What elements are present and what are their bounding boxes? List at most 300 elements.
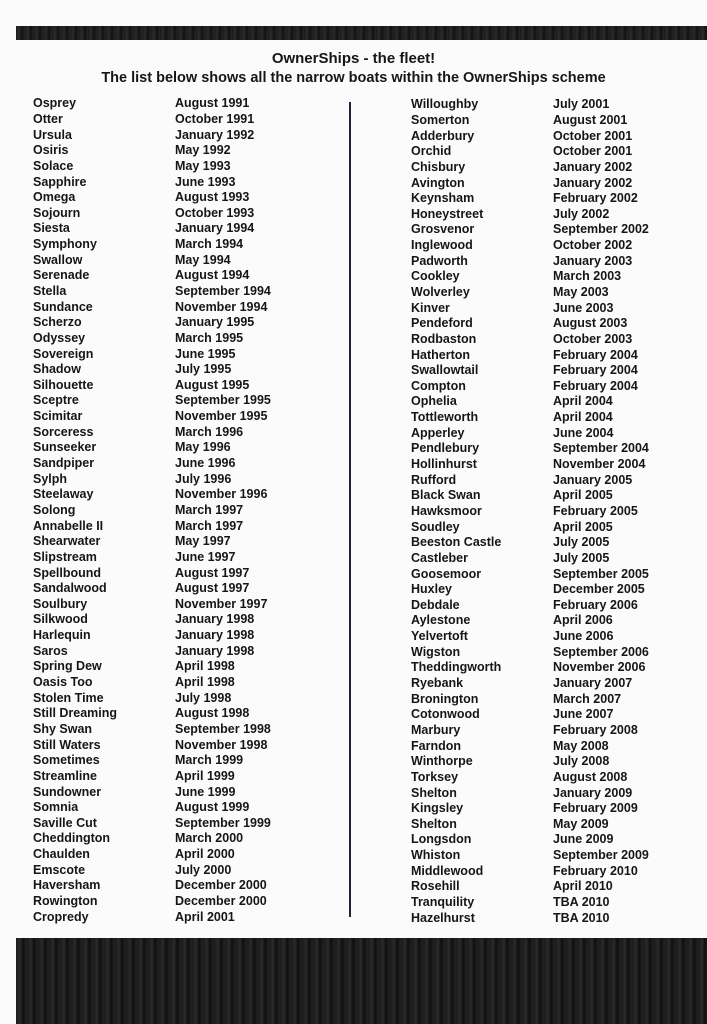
boat-date: June 1996 [175, 456, 236, 471]
page-title: OwnerShips - the fleet! [271, 50, 436, 67]
boat-date: September 2002 [553, 222, 649, 237]
boat-date: December 2005 [553, 582, 645, 597]
boat-entry [33, 597, 271, 613]
boat-date: February 2009 [553, 801, 638, 816]
boat-name: Soulbury [33, 596, 88, 611]
boat-date: October 1993 [175, 205, 255, 220]
boat-date: July 2005 [553, 535, 610, 550]
boat-name: Marbury [411, 722, 461, 737]
boat-entry [33, 753, 271, 769]
boat-name: Tottleworth [411, 410, 479, 425]
boat-name: Siesta [33, 221, 70, 236]
boat-date: June 2009 [553, 832, 614, 847]
boat-entry [411, 128, 649, 144]
boat-entry [33, 534, 271, 550]
boat-entry [33, 878, 271, 894]
boat-date: March 1999 [175, 753, 244, 768]
boat-name: Soudley [411, 519, 460, 534]
boat-date: August 1997 [175, 581, 250, 596]
boat-name: Oasis Too [33, 675, 93, 690]
boat-entry [411, 441, 649, 457]
boat-date: May 2008 [553, 738, 609, 753]
boat-entry [411, 379, 649, 395]
boat-entry [33, 643, 271, 659]
boat-name: Pendeford [411, 316, 473, 331]
boat-name: Sceptre [33, 393, 79, 408]
boat-entry [33, 784, 271, 800]
boat-date: March 1996 [175, 424, 244, 439]
boat-name: Sandalwood [33, 581, 107, 596]
boat-entry [411, 785, 649, 801]
boat-name: Sorceress [33, 424, 94, 439]
boat-entry [33, 659, 271, 675]
boat-date: September 1994 [175, 284, 271, 298]
boat-date: March 1997 [175, 502, 244, 517]
boat-entry [33, 346, 271, 362]
boat-date: August 1991 [175, 96, 250, 111]
boat-entry [33, 565, 271, 581]
boat-date: January 1992 [175, 127, 255, 142]
boat-name: Chisbury [411, 159, 466, 174]
boat-entry [33, 722, 271, 738]
boat-date: April 2010 [553, 879, 613, 894]
boat-date: May 2009 [553, 816, 609, 831]
boat-name: Silkwood [33, 612, 88, 627]
boat-date: August 1999 [175, 800, 250, 815]
boat-date: August 2001 [553, 112, 628, 127]
boat-entry [411, 629, 649, 645]
boat-entry [33, 487, 271, 503]
boat-date: June 2007 [553, 707, 614, 722]
boat-entry [411, 816, 649, 832]
boat-name: Solong [33, 502, 76, 517]
boat-name: Keynsham [411, 191, 475, 206]
boat-date: March 1997 [175, 518, 244, 533]
boat-name: Tranquility [411, 894, 475, 909]
boat-date: June 2006 [553, 629, 614, 644]
boat-date: December 2000 [175, 878, 267, 893]
boat-name: Cheddington [33, 831, 111, 846]
boat-name: Odyssey [33, 330, 86, 345]
boat-entry [411, 363, 649, 379]
boat-entry [33, 518, 271, 534]
boat-entry [411, 253, 649, 269]
boat-name: Chaulden [33, 847, 90, 862]
boat-date: November 2004 [553, 457, 646, 472]
boat-name: Rosehill [411, 879, 460, 894]
boat-name: Padworth [411, 253, 468, 268]
boat-entry [33, 409, 271, 425]
boat-entry [411, 113, 649, 129]
boat-date: May 1993 [175, 158, 231, 173]
boat-name: Apperley [411, 425, 465, 440]
boat-date: May 1996 [175, 440, 231, 455]
boat-entry [411, 519, 649, 535]
boat-date: January 2007 [553, 676, 633, 691]
boat-date: TBA 2010 [553, 894, 610, 909]
boat-date: April 1999 [175, 768, 235, 783]
boat-date: February 2005 [553, 503, 638, 518]
boat-entry [411, 910, 649, 926]
boat-date: May 1992 [175, 143, 231, 158]
boat-date: July 1998 [175, 690, 232, 705]
boat-date: February 2004 [553, 378, 638, 393]
boat-date: February 2004 [553, 363, 638, 378]
boat-date: October 1991 [175, 111, 255, 126]
boat-date: April 2004 [553, 410, 613, 425]
boat-entry [33, 159, 271, 175]
boat-date: November 1996 [175, 487, 268, 502]
boat-name: Ursula [33, 127, 72, 142]
column-divider [349, 102, 351, 917]
boat-date: February 2002 [553, 191, 638, 206]
boat-name: Theddingworth [411, 660, 502, 675]
boat-date: June 1993 [175, 174, 236, 189]
boat-date: May 1994 [175, 252, 231, 267]
boat-date: January 2002 [553, 175, 633, 190]
boat-entry [33, 909, 271, 925]
boat-date: January 2009 [553, 785, 633, 800]
boat-entry [411, 206, 649, 222]
boat-date: August 1995 [175, 377, 250, 392]
boat-date: October 2003 [553, 331, 633, 346]
boat-name: Debdale [411, 597, 460, 612]
boat-date: August 1994 [175, 268, 250, 283]
boat-name: Annabelle II [33, 518, 104, 533]
boat-date: January 1998 [175, 612, 255, 627]
boat-entry [33, 456, 271, 472]
boat-name: Symphony [33, 237, 97, 252]
boat-name: Wigston [411, 644, 461, 659]
boat-entry [411, 191, 649, 207]
boat-date: July 1996 [175, 471, 232, 486]
boat-name: Hazelhurst [411, 910, 475, 925]
boat-entry [33, 143, 271, 159]
boat-entry [33, 299, 271, 315]
boat-entry [411, 832, 649, 848]
boat-name: Somerton [411, 112, 470, 127]
boat-entry [33, 471, 271, 487]
boat-name: Cookley [411, 269, 460, 284]
boat-entry [411, 316, 649, 332]
boat-entry [411, 238, 649, 254]
boat-name: Emscote [33, 862, 86, 877]
boat-date: January 1995 [175, 315, 255, 330]
boat-entry [33, 847, 271, 863]
boat-date: November 2006 [553, 660, 646, 675]
boat-name: Grosvenor [411, 222, 475, 237]
boat-entry [411, 269, 649, 285]
boat-entry [411, 707, 649, 723]
boat-date: January 2005 [553, 472, 633, 487]
boat-date: July 2001 [553, 97, 610, 112]
boat-name: Somnia [33, 800, 79, 815]
boat-entry [411, 582, 649, 598]
boat-entry [411, 738, 649, 754]
boat-name: Longsdon [411, 832, 472, 847]
boat-entry [411, 895, 649, 911]
boat-date: May 1997 [175, 534, 231, 549]
boat-entry [33, 268, 271, 284]
boat-name: Ophelia [411, 394, 457, 409]
boat-name: Shadow [33, 362, 81, 377]
boat-name: Swallow [33, 252, 83, 267]
boat-date: February 2006 [553, 597, 638, 612]
boat-entry [411, 97, 649, 113]
boat-entry [411, 410, 649, 426]
boat-entry [33, 737, 271, 753]
boat-entry [33, 815, 271, 831]
boat-name: Rufford [411, 472, 457, 487]
boat-entry [33, 393, 271, 409]
boat-date: March 2000 [175, 831, 244, 846]
boat-name: Spring Dew [33, 659, 102, 674]
boat-name: Goosemoor [411, 566, 482, 581]
boat-entry [411, 300, 649, 316]
boat-entry [33, 831, 271, 847]
boat-date: July 2002 [553, 206, 610, 221]
boat-name: Saville Cut [33, 815, 97, 830]
boat-entry [33, 190, 271, 206]
boat-entry [411, 863, 649, 879]
boat-date: January 2002 [553, 159, 633, 174]
boat-name: Serenade [33, 268, 90, 283]
boat-name: Still Dreaming [33, 706, 118, 721]
boat-name: Osiris [33, 143, 69, 158]
boat-entry [411, 144, 649, 160]
boat-entry [411, 848, 649, 864]
boat-entry [411, 472, 649, 488]
boat-date: July 2005 [553, 550, 610, 565]
boat-entry [411, 504, 649, 520]
boat-entry [411, 332, 649, 348]
boat-date: April 2004 [553, 394, 613, 409]
boat-name: Sojourn [33, 205, 81, 220]
boat-name: Aylestone [411, 613, 471, 628]
boat-name: Adderbury [411, 128, 475, 143]
boat-date: October 2001 [553, 128, 633, 143]
boat-entry [33, 252, 271, 268]
boat-date: January 1994 [175, 221, 255, 236]
boat-entry [33, 581, 271, 597]
boat-date: April 2005 [553, 519, 613, 534]
boat-date: April 2006 [553, 613, 613, 628]
boat-date: November 1994 [175, 299, 268, 314]
boat-date: February 2010 [553, 863, 638, 878]
boat-entry [33, 96, 271, 112]
boat-date: October 2002 [553, 238, 633, 253]
boat-entry [33, 612, 271, 628]
boat-name: Wolverley [411, 285, 470, 299]
boat-entry [411, 222, 649, 238]
boat-name: Kingsley [411, 801, 464, 816]
boat-entry [411, 613, 649, 629]
boat-name: Omega [33, 190, 76, 205]
boat-name: Osprey [33, 96, 77, 111]
boat-date: December 2000 [175, 893, 267, 908]
boat-entry [411, 691, 649, 707]
boat-name: Scimitar [33, 409, 83, 424]
boat-entry [33, 550, 271, 566]
boat-entry [411, 457, 649, 473]
boat-entry [33, 769, 271, 785]
boat-name: Huxley [411, 582, 452, 597]
boat-name: Farndon [411, 738, 461, 753]
boat-entry [411, 394, 649, 410]
boat-name: Inglewood [411, 238, 473, 253]
boat-name: Shelton [411, 816, 457, 831]
boat-date: November 1998 [175, 737, 268, 752]
boat-entry [33, 378, 271, 394]
boat-name: Haversham [33, 878, 101, 893]
boat-date: February 2008 [553, 722, 638, 737]
boat-name: Cotonwood [411, 707, 480, 722]
boat-entry [411, 425, 649, 441]
boat-date: August 1993 [175, 190, 250, 205]
boat-date: May 2003 [553, 285, 609, 299]
boat-name: Rowington [33, 893, 98, 908]
boat-date: August 2003 [553, 316, 628, 331]
boat-name: Kinver [411, 300, 450, 315]
boat-name: Sometimes [33, 753, 100, 768]
boat-entry [33, 800, 271, 816]
boat-entry [33, 315, 271, 331]
boat-date: April 1998 [175, 675, 235, 690]
boat-name: Beeston Castle [411, 535, 502, 550]
boat-name: Sunseeker [33, 440, 97, 455]
boat-name: Scherzo [33, 315, 82, 330]
boat-name: Compton [411, 378, 466, 393]
boat-name: Still Waters [33, 737, 101, 752]
boat-name: Bronington [411, 691, 479, 706]
boat-date: August 2008 [553, 769, 628, 784]
boat-name: Sundance [33, 299, 93, 314]
boat-name: Willoughby [411, 97, 479, 112]
boat-name: Middlewood [411, 863, 484, 878]
boat-date: January 1998 [175, 643, 255, 658]
boat-name: Shy Swan [33, 721, 93, 736]
boat-entry [411, 676, 649, 692]
boat-date: June 2003 [553, 300, 614, 315]
boat-entry [33, 237, 271, 253]
boat-name: Sapphire [33, 174, 87, 189]
boat-date: July 2000 [175, 862, 232, 877]
boat-name: Stella [33, 284, 67, 298]
boat-name: Ryebank [411, 676, 464, 691]
boat-date: August 1998 [175, 706, 250, 721]
boat-date: July 2008 [553, 754, 610, 769]
boat-entry [33, 221, 271, 237]
boat-date: February 2004 [553, 347, 638, 362]
boat-entry [411, 801, 649, 817]
boat-entry [33, 127, 271, 143]
boat-date: April 1998 [175, 659, 235, 674]
boat-date: April 2000 [175, 847, 235, 862]
boat-name: Whiston [411, 848, 461, 863]
boat-name: Castleber [411, 550, 468, 565]
boat-entry [33, 628, 271, 644]
boat-date: April 2005 [553, 488, 613, 503]
boat-entry [411, 175, 649, 191]
boat-entry [33, 862, 271, 878]
boat-date: June 1997 [175, 549, 236, 564]
boat-date: July 1995 [175, 362, 232, 377]
boat-name: Spellbound [33, 565, 102, 580]
boat-name: Otter [33, 111, 63, 126]
boat-name: Sandpiper [33, 456, 95, 471]
boat-name: Sundowner [33, 784, 102, 799]
boat-date: March 1994 [175, 237, 244, 252]
boat-date: TBA 2010 [553, 910, 610, 925]
boat-entry [33, 503, 271, 519]
boat-entry [411, 770, 649, 786]
boat-name: Winthorpe [411, 754, 473, 769]
boat-name: Silhouette [33, 377, 94, 392]
boat-name: Shelton [411, 785, 457, 800]
boat-date: September 1999 [175, 815, 271, 830]
fleet-list-left-column [33, 96, 271, 925]
boat-date: November 1997 [175, 596, 268, 611]
boat-date: September 2006 [553, 644, 649, 659]
boat-name: Solace [33, 158, 74, 173]
boat-name: Hollinhurst [411, 457, 477, 472]
fleet-list-right-column [411, 97, 649, 926]
boat-entry [411, 347, 649, 363]
boat-entry [411, 598, 649, 614]
boat-entry [411, 723, 649, 739]
boat-name: Orchid [411, 144, 452, 159]
boat-name: Swallowtail [411, 363, 479, 378]
boat-entry [33, 174, 271, 190]
boat-name: Sovereign [33, 346, 94, 361]
boat-name: Streamline [33, 768, 97, 783]
boat-date: March 1995 [175, 330, 244, 345]
boat-name: Hatherton [411, 347, 471, 362]
boat-entry [411, 879, 649, 895]
boat-date: January 2003 [553, 253, 633, 268]
boat-date: September 1995 [175, 393, 271, 408]
boat-date: September 1998 [175, 721, 271, 736]
boat-entry [33, 424, 271, 440]
boat-name: Torksey [411, 769, 459, 784]
boat-entry [33, 440, 271, 456]
boat-entry [411, 566, 649, 582]
scan-bottom-border [16, 938, 707, 1024]
boat-date: September 2005 [553, 566, 649, 581]
boat-date: March 2007 [553, 691, 622, 706]
scan-top-border [16, 26, 707, 40]
boat-date: March 2003 [553, 269, 622, 284]
boat-name: Stolen Time [33, 690, 104, 705]
boat-name: Saros [33, 643, 68, 658]
boat-entry [33, 894, 271, 910]
boat-name: Pendlebury [411, 441, 480, 456]
boat-date: September 2004 [553, 441, 649, 456]
boat-entry [411, 754, 649, 770]
boat-date: September 2009 [553, 848, 649, 863]
boat-entry [33, 706, 271, 722]
boat-date: June 1999 [175, 784, 236, 799]
boat-name: Shearwater [33, 534, 101, 549]
boat-name: Honeystreet [411, 206, 484, 221]
boat-entry [33, 112, 271, 128]
boat-date: August 1997 [175, 565, 250, 580]
boat-date: January 1998 [175, 628, 255, 643]
boat-entry [33, 331, 271, 347]
boat-name: Sylph [33, 471, 68, 486]
boat-entry [411, 535, 649, 551]
boat-entry [33, 675, 271, 691]
